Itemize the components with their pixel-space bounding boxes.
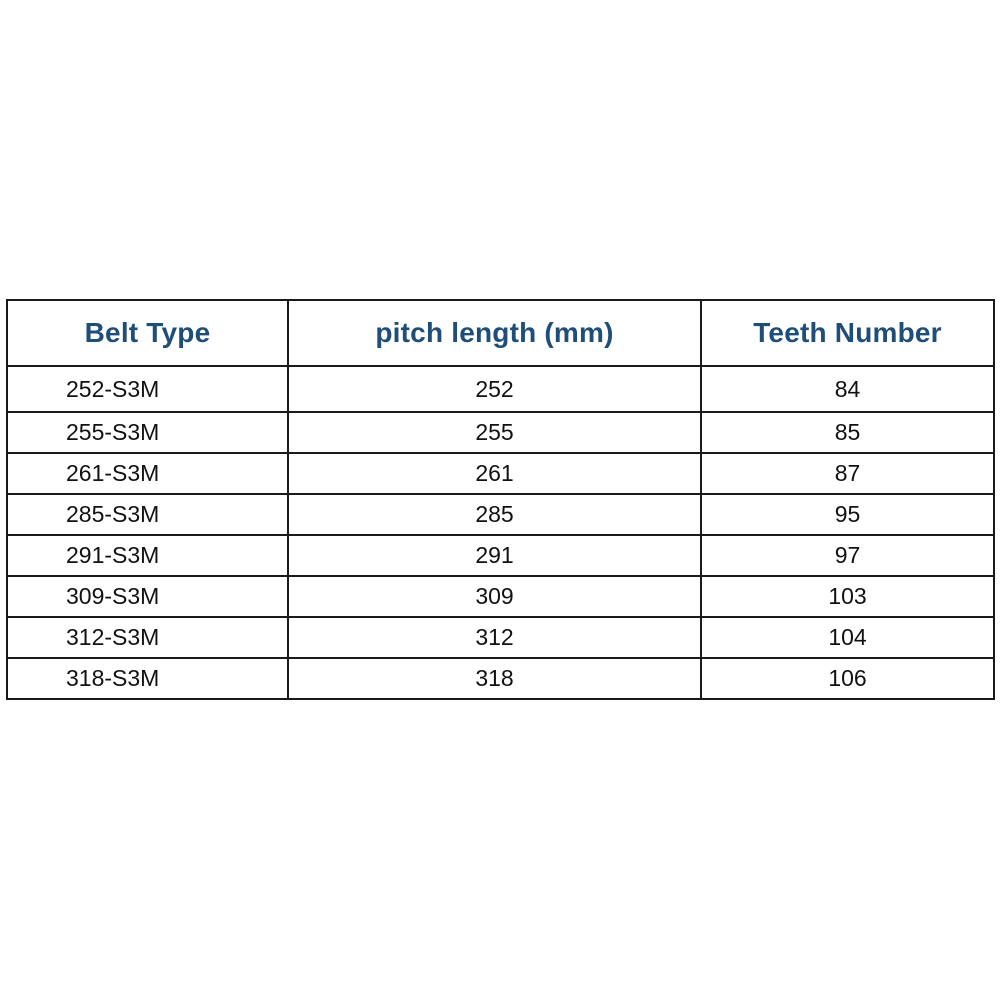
cell-belt-type: 252-S3M — [7, 366, 288, 412]
cell-belt-type: 291-S3M — [7, 535, 288, 576]
cell-teeth-number: 87 — [701, 453, 994, 494]
cell-teeth-number: 85 — [701, 412, 994, 453]
cell-pitch-length: 255 — [288, 412, 701, 453]
cell-pitch-length: 312 — [288, 617, 701, 658]
cell-belt-type: 309-S3M — [7, 576, 288, 617]
cell-pitch-length: 261 — [288, 453, 701, 494]
header-pitch-length: pitch length (mm) — [288, 300, 701, 366]
header-teeth-number: Teeth Number — [701, 300, 994, 366]
cell-pitch-length: 309 — [288, 576, 701, 617]
table-row — [7, 617, 994, 658]
cell-belt-type: 318-S3M — [7, 658, 288, 699]
cell-teeth-number: 84 — [701, 366, 994, 412]
cell-pitch-length: 285 — [288, 494, 701, 535]
cell-pitch-length: 252 — [288, 366, 701, 412]
table-row — [7, 576, 994, 617]
table-row — [7, 366, 994, 412]
table-row — [7, 453, 994, 494]
belt-spec-table — [6, 299, 995, 700]
cell-pitch-length: 291 — [288, 535, 701, 576]
cell-belt-type: 312-S3M — [7, 617, 288, 658]
header-row — [7, 300, 994, 366]
cell-teeth-number: 106 — [701, 658, 994, 699]
cell-pitch-length: 318 — [288, 658, 701, 699]
cell-teeth-number: 103 — [701, 576, 994, 617]
cell-teeth-number: 95 — [701, 494, 994, 535]
table-row — [7, 494, 994, 535]
cell-belt-type: 285-S3M — [7, 494, 288, 535]
cell-belt-type: 255-S3M — [7, 412, 288, 453]
cell-teeth-number: 97 — [701, 535, 994, 576]
cell-teeth-number: 104 — [701, 617, 994, 658]
table-row — [7, 412, 994, 453]
table-row — [7, 535, 994, 576]
table-row — [7, 658, 994, 699]
cell-belt-type: 261-S3M — [7, 453, 288, 494]
header-belt-type: Belt Type — [7, 300, 288, 366]
